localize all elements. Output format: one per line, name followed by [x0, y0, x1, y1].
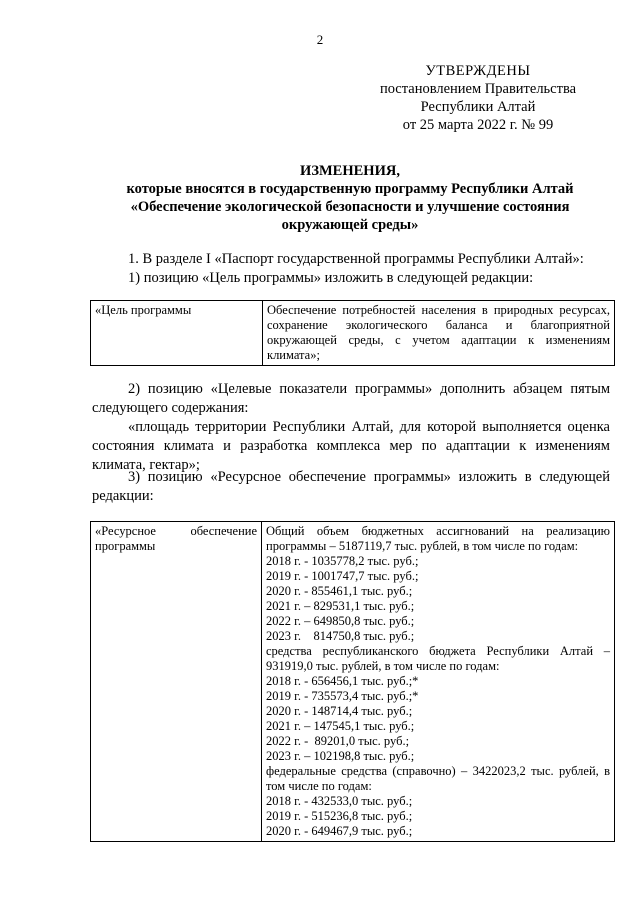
federal-intro: федеральные средства (справочно) – 3422023,2 тыс. рублей, в том числе по годам: [266, 764, 610, 793]
regional-year-line: 2018 г. - 656456,1 тыс. руб.;* [266, 674, 419, 688]
regional-year-line: 2020 г. - 148714,4 тыс. руб.; [266, 704, 413, 718]
title-line-2: которые вносятся в государственную программу Республики Алтай [126, 181, 574, 197]
federal-year-line: 2020 г. - 649467,9 тыс. руб.; [266, 824, 413, 838]
approved-date-line: от 25 марта 2022 г. № 99 [402, 117, 554, 133]
regional-intro: средства республиканского бюджета Республики Алтай – 931919,0 тыс. рублей, в том числе по годам: [266, 644, 610, 673]
paragraph-item-3: 3) позицию «Ресурсное обеспечение программы» изложить в следующей редакции: [92, 469, 610, 504]
goal-text-cell: Обеспечение потребностей населения в природных ресурсах, сохранение экологического баланса и благоприятной окружающей среды, с учетом адаптации к изменениям климата»; [263, 301, 615, 366]
regional-year-line: 2021 г. – 147545,1 тыс. руб.; [266, 719, 415, 733]
goal-label-cell: «Цель программы [91, 301, 263, 366]
page-number: 2 [316, 32, 324, 47]
total-year-line: 2022 г. – 649850,8 тыс. руб.; [266, 614, 415, 628]
total-year-line: 2020 г. - 855461,1 тыс. руб.; [266, 584, 413, 598]
resources-label-cell [91, 522, 262, 842]
regional-year-line: 2019 г. - 735573,4 тыс. руб.;* [266, 689, 419, 703]
title-line-3: «Обеспечение экологической безопасности и улучшение состояния [130, 199, 570, 215]
regional-year-line: 2022 г. - 89201,0 тыс. руб.; [266, 734, 410, 748]
approval-stamp-block [360, 62, 596, 134]
total-year-line: 2023 г. 814750,8 тыс. руб.; [266, 629, 415, 643]
table-row [91, 301, 615, 366]
goal-table [90, 300, 615, 366]
resources-table [90, 521, 615, 842]
resources-label-line-2: программы [95, 539, 156, 553]
approved-by-line: постановлением Правительства [379, 81, 577, 97]
table-row [91, 522, 615, 842]
resources-content-cell [262, 522, 615, 842]
document-title [90, 162, 610, 234]
paragraph-item-2: 2) позицию «Целевые показатели программы» дополнить абзацем пятым следующего содержания: [92, 381, 610, 416]
federal-year-line: 2018 г. - 432533,0 тыс. руб.; [266, 794, 413, 808]
resources-label-line-1 [95, 524, 257, 539]
resources-label-word-2: обеспечение [190, 524, 257, 538]
regional-year-line: 2023 г. – 102198,8 тыс. руб.; [266, 749, 415, 763]
paragraph-quote: «площадь территории Республики Алтай, для которой выполняется оценка состояния климата и разработка комплекса мер по адаптации к изменениям климата, гектар»; [92, 419, 610, 473]
total-intro: Общий объем бюджетных ассигнований на реализацию программы – 5187119,7 тыс. рублей, в том числе по годам: [266, 524, 610, 553]
title-line-4: окружающей среды» [281, 217, 419, 233]
total-year-line: 2019 г. - 1001747,7 тыс. руб.; [266, 569, 419, 583]
paragraph-section-1: 1. В разделе I «Паспорт государственной программы Республики Алтай»: [128, 251, 584, 267]
paragraph-item-1: 1) позицию «Цель программы» изложить в следующей редакции: [128, 270, 534, 286]
resources-label-word-1: «Ресурсное [95, 524, 156, 538]
approved-heading: УТВЕРЖДЕНЫ [425, 63, 531, 79]
approved-region-line: Республики Алтай [420, 99, 536, 115]
title-line-1: ИЗМЕНЕНИЯ, [300, 163, 400, 179]
federal-year-line: 2019 г. - 515236,8 тыс. руб.; [266, 809, 413, 823]
total-year-line: 2018 г. - 1035778,2 тыс. руб.; [266, 554, 419, 568]
total-year-line: 2021 г. – 829531,1 тыс. руб.; [266, 599, 415, 613]
